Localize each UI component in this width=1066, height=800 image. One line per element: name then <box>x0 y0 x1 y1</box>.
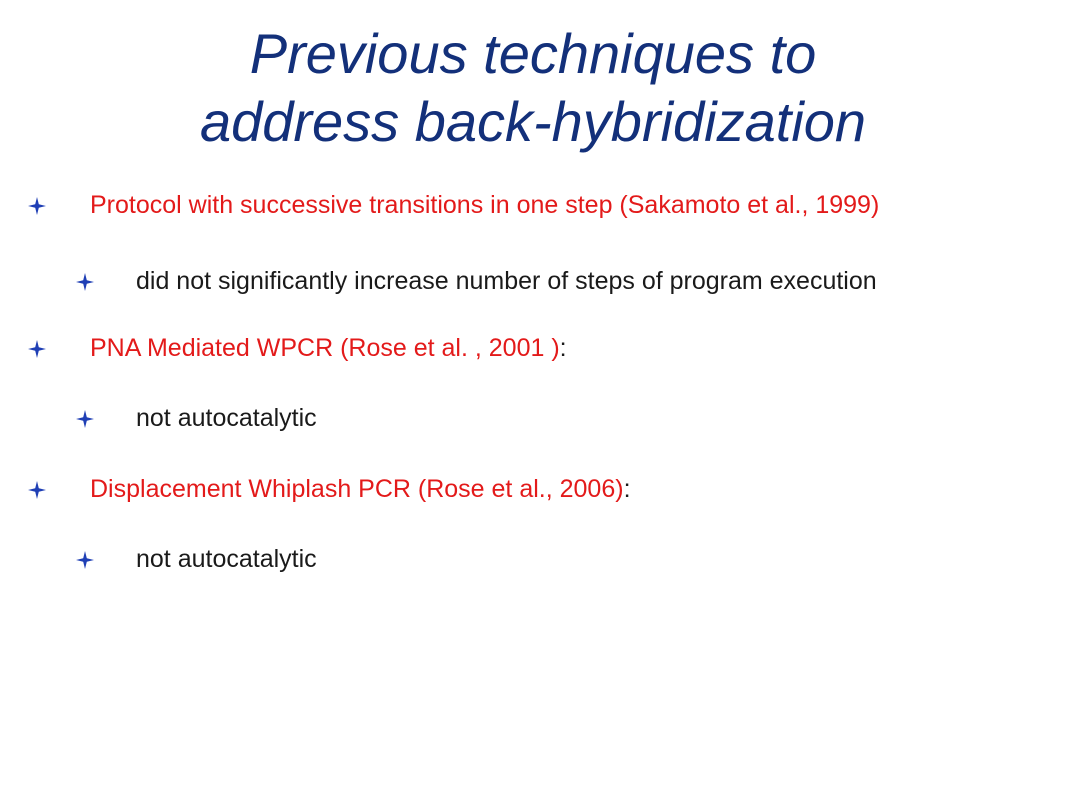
bullet-colon: : <box>623 475 631 503</box>
bullet-text-group <box>90 333 567 363</box>
bullet-colon: : <box>559 334 567 362</box>
title-line-1: Previous techniques to <box>249 22 817 85</box>
slide-title <box>0 20 1066 156</box>
bullet-text: not autocatalytic <box>136 545 317 573</box>
four-point-star-icon <box>28 197 46 215</box>
four-point-star-icon <box>76 551 94 569</box>
bullet-text-group <box>90 474 631 504</box>
title-line-2: address back-hybridization <box>199 90 867 153</box>
bullet-text: Protocol with successive transitions in one step (Sakamoto et al., 1999) <box>90 191 880 219</box>
bullet-text: did not significantly increase number of steps of program execution <box>136 267 877 295</box>
four-point-star-icon <box>28 481 46 499</box>
four-point-star-icon <box>76 273 94 291</box>
four-point-star-icon <box>76 410 94 428</box>
bullet-text: not autocatalytic <box>136 404 317 432</box>
four-point-star-icon <box>28 340 46 358</box>
bullet-text: PNA Mediated WPCR (Rose et al. , 2001 ) <box>90 334 560 362</box>
bullet-text: Displacement Whiplash PCR (Rose et al., 2006) <box>90 475 624 503</box>
